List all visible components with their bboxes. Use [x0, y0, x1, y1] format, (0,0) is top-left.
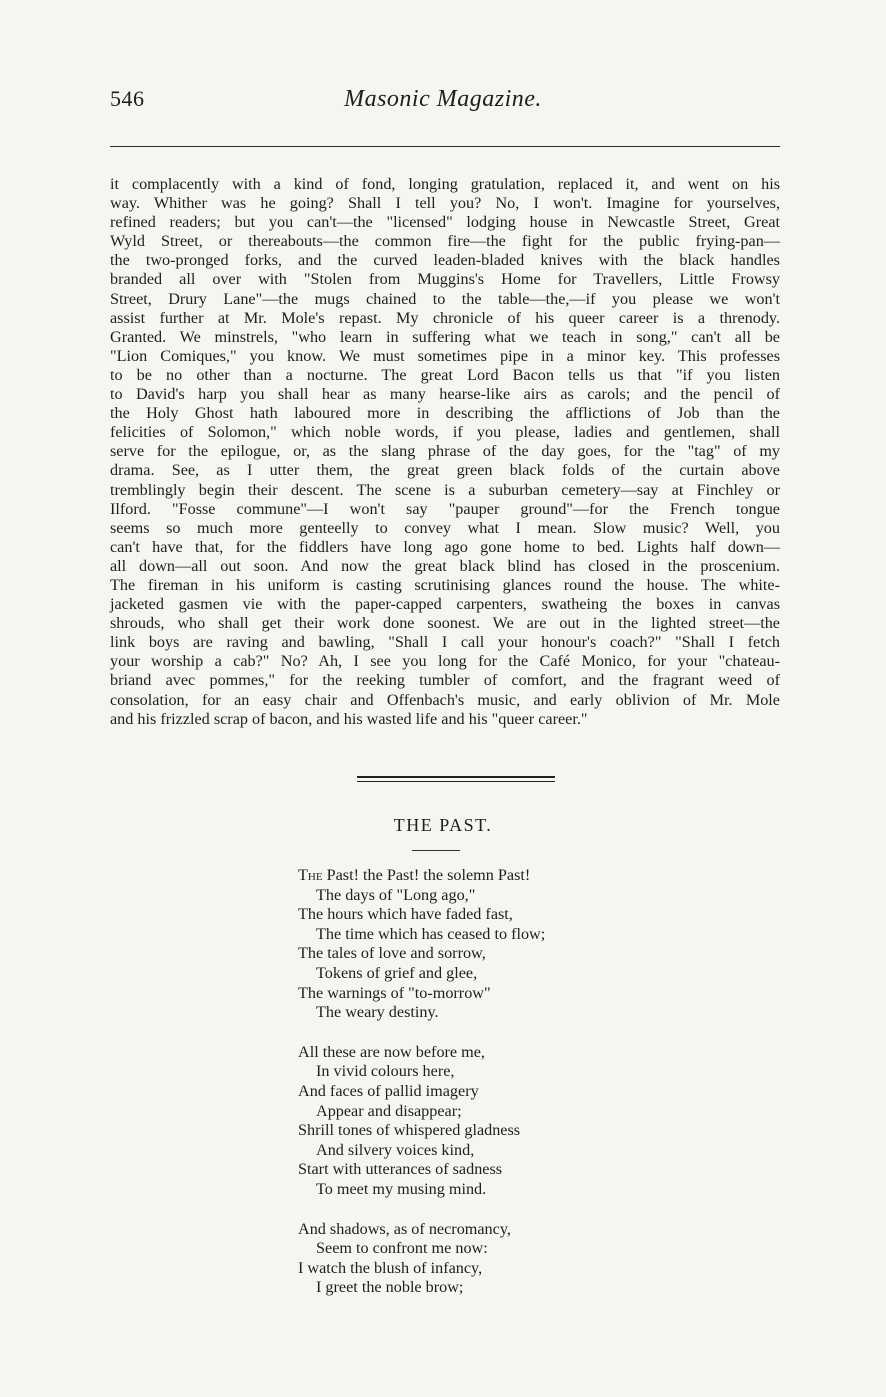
poem-line-text: The tales of love and sorrow,: [298, 944, 486, 963]
poem-line-text: In vivid colours here,: [316, 1062, 455, 1081]
prose-line: "Lion Comiques," you know. We must sometimes pipe in a minor key. This professes: [110, 346, 780, 365]
poem-line-text: Tokens of grief and glee,: [316, 963, 478, 982]
prose-line: your worship a cab?" No? Ah, I see you long for the Café Monico, for your "chateau-: [110, 652, 780, 671]
prose-line: Wyld Street, or thereabouts—the common fire—the fight for the public frying-pan—: [110, 232, 780, 251]
prose-line: drama. See, as I utter them, the great green black folds of the curtain above: [110, 461, 780, 480]
poem-line: [298, 1259, 658, 1279]
prose-line: the two-pronged forks, and the curved leaden-bladed knives with the black handles: [110, 251, 780, 270]
prose-line: to be no other than a nocturne. The great Lord Bacon tells us that "if you listen: [110, 365, 780, 384]
poem-line: [298, 1180, 658, 1200]
divider-thin-line: [357, 781, 555, 782]
poem-line: [298, 964, 658, 984]
prose-line: Ilford. "Fosse commune"—I won't say "pauper ground"—for the French tongue: [110, 499, 780, 518]
prose-line: serve for the epilogue, or, as the slang phrase of the day goes, for the "tag" of my: [110, 442, 780, 461]
poem-line-text: The days of "Long ago,": [316, 885, 476, 904]
poem-line-text: To meet my musing mind.: [316, 1179, 487, 1198]
poem-line-text: I greet the noble brow;: [316, 1278, 464, 1297]
prose-line: shrouds, who shall get their work done soonest. We are out in the lighted street—the: [110, 614, 780, 633]
poem-line-text: And faces of pallid imagery: [298, 1081, 479, 1100]
poem-line: [298, 886, 658, 906]
poem-line: [298, 1278, 658, 1298]
prose-line: refined readers; but you can't—the "licensed" lodging house in Newcastle Street, Great: [110, 213, 780, 232]
prose-line: all down—all out soon. And now the great black blind has closed in the proscenium.: [110, 556, 780, 575]
prose-line: way. Whither was he going? Shall I tell you? No, I won't. Imagine for yourselves,: [110, 194, 780, 213]
header-rule: [110, 146, 780, 147]
poem-line-text: Start with utterances of sadness: [298, 1160, 503, 1179]
poem-line: [298, 1003, 658, 1023]
prose-line: can't have that, for the fiddlers have long ago gone home to bed. Lights half down—: [110, 537, 780, 556]
poem-body: [298, 866, 658, 1298]
poem-line: [298, 1121, 658, 1141]
poem-line: [298, 1062, 658, 1082]
prose-line: branded all over with "Stolen from Muggins's Home for Travellers, Little Frowsy: [110, 270, 780, 289]
poem-line: [298, 944, 658, 964]
poem-line-text: Past! the Past! the solemn Past!: [322, 866, 531, 884]
poem-line-text: Seem to confront me now:: [316, 1239, 488, 1258]
poem-line: [298, 866, 658, 886]
poem-line: [298, 1043, 658, 1063]
prose-line: and his frizzled scrap of bacon, and his wasted life and his "queer career.": [110, 709, 588, 728]
poem-title: THE PAST.: [393, 815, 493, 835]
prose-line: to David's harp you shall hear as many hearse-like airs as carols; and the pencil of: [110, 385, 780, 404]
prose-paragraph: [110, 175, 780, 729]
prose-line: jacketed gasmen vie with the paper-capped carpenters, swatheing the boxes in canvas: [110, 595, 780, 614]
section-divider: [357, 776, 555, 783]
poem-line: [298, 1220, 658, 1240]
poem-line-text: Appear and disappear;: [316, 1101, 462, 1120]
poem-line-text: And silvery voices kind,: [316, 1140, 475, 1159]
poem-line: [298, 1160, 658, 1180]
poem-line-text: The time which has ceased to flow;: [316, 924, 546, 943]
prose-line: Granted. We minstrels, "who learn in suffering what we teach in song," can't all be: [110, 327, 780, 346]
prose-line: The fireman in his uniform is casting scrutinising glances round the house. The white-: [110, 575, 780, 594]
poem-line-text: The weary destiny.: [316, 1003, 439, 1022]
prose-line: link boys are raving and bawling, "Shall I call your honour's coach?" "Shall I fetch: [110, 633, 780, 652]
stanza-gap: [298, 1200, 658, 1220]
poem-line: [298, 1102, 658, 1122]
prose-line: the Holy Ghost hath laboured more in describing the afflictions of Job than the: [110, 404, 780, 423]
poem-line: [298, 984, 658, 1004]
running-title: Masonic Magazine.: [344, 86, 542, 112]
poem-line: [298, 1141, 658, 1161]
poem-line: [298, 905, 658, 925]
stanza-gap: [298, 1023, 658, 1043]
prose-line: Street, Drury Lane"—the mugs chained to the table—the,—if you please we won't: [110, 289, 780, 308]
prose-line: briand avec pommes," for the reeking tumbler of comfort, and the fragrant weed of: [110, 671, 780, 690]
poem-title-rule: [412, 850, 460, 851]
poem-line-text: All these are now before me,: [298, 1042, 485, 1061]
prose-line: assist further at Mr. Mole's repast. My chronicle of his queer career is a threnody.: [110, 308, 780, 327]
poem-line: [298, 1239, 658, 1259]
poem-line: [298, 925, 658, 945]
poem-line-text: The hours which have faded fast,: [298, 905, 513, 924]
poem-line-text: The warnings of "to-morrow": [298, 983, 491, 1002]
prose-line: seems so much more genteelly to convey what I mean. Slow music? Well, you: [110, 518, 780, 537]
prose-line: consolation, for an easy chair and Offenbach's music, and early oblivion of Mr. Mole: [110, 690, 780, 709]
prose-line: tremblingly begin their descent. The scene is a suburban cemetery—say at Finchley or: [110, 480, 780, 499]
poem-line-text: I watch the blush of infancy,: [298, 1258, 483, 1277]
poem-line-text: And shadows, as of necromancy,: [298, 1219, 511, 1238]
prose-line: felicities of Solomon," which noble words, if you please, ladies and gentlemen, shall: [110, 423, 780, 442]
poem-first-word: The: [298, 866, 323, 884]
divider-thick-line: [357, 776, 555, 778]
prose-line: it complacently with a kind of fond, longing gratulation, replaced it, and went on his: [110, 175, 780, 193]
poem-line-text: Shrill tones of whispered gladness: [298, 1121, 521, 1140]
poem-line: [298, 1082, 658, 1102]
page-number: 546: [110, 86, 145, 111]
